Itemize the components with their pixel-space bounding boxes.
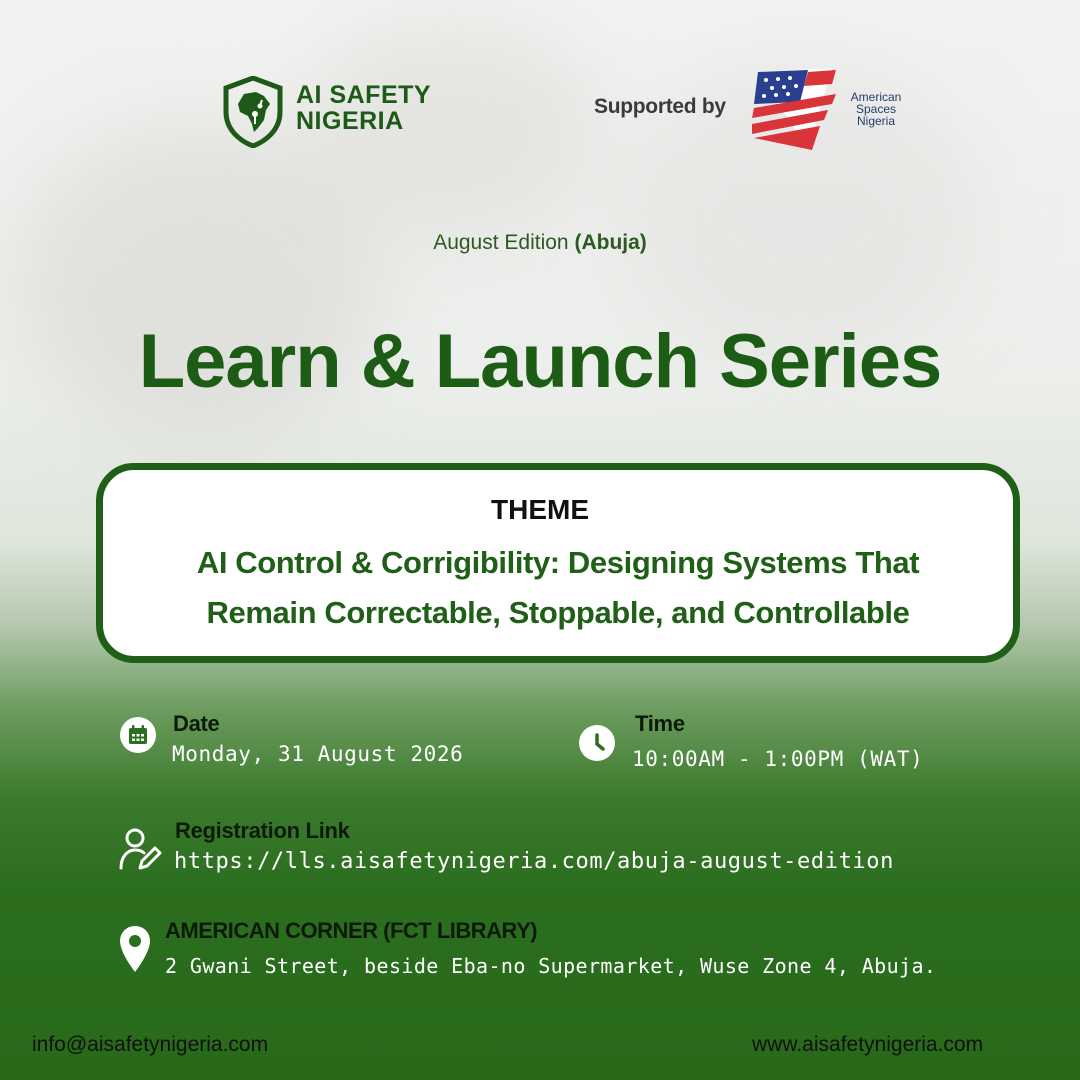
venue-address: 2 Gwani Street, beside Eba-no Supermarket, Wuse Zone 4, Abuja.	[165, 954, 937, 978]
time-label: Time	[635, 711, 685, 736]
event-title: Learn & Launch Series	[138, 319, 942, 404]
footer-website[interactable]: www.aisafetynigeria.com	[752, 1033, 984, 1056]
registration-link[interactable]: https://lls.aisafetynigeria.com/abuja-august-edition	[174, 849, 894, 874]
clock-icon	[579, 725, 615, 761]
date-value: Monday, 31 August 2026	[172, 742, 464, 766]
org-logo-text	[296, 82, 431, 134]
partner-line-1: American	[850, 90, 902, 104]
edition-prefix: August Edition	[433, 231, 569, 254]
edition-subtitle	[0, 231, 1080, 255]
theme-label: THEME	[491, 494, 589, 525]
supported-by-text: Supported by	[594, 95, 726, 118]
logo-line-1: AI SAFETY	[296, 81, 432, 109]
edition-city: (Abuja)	[574, 231, 647, 254]
date-label: Date	[173, 711, 220, 736]
partner-logo-text	[840, 91, 912, 127]
venue-label: AMERICAN CORNER (FCT LIBRARY)	[165, 918, 538, 943]
partner-line-2: Spaces	[855, 102, 897, 116]
time-value: 10:00AM - 1:00PM (WAT)	[632, 747, 924, 771]
partner-line-3: Nigeria	[856, 114, 895, 128]
theme-text	[110, 538, 1006, 638]
theme-line-1: AI Control & Corrigibility: Designing Systems That	[196, 545, 920, 580]
theme-line-2: Remain Correctable, Stoppable, and Controllable	[206, 595, 910, 630]
registration-label: Registration Link	[175, 818, 350, 843]
footer-email[interactable]: info@aisafetynigeria.com	[32, 1033, 269, 1056]
location-pin-icon	[118, 924, 152, 974]
us-flag-icon	[748, 64, 840, 152]
logo-line-2: NIGERIA	[296, 107, 404, 135]
africa-shield-icon	[222, 76, 284, 148]
user-edit-icon	[118, 826, 162, 872]
calendar-icon	[120, 717, 156, 753]
